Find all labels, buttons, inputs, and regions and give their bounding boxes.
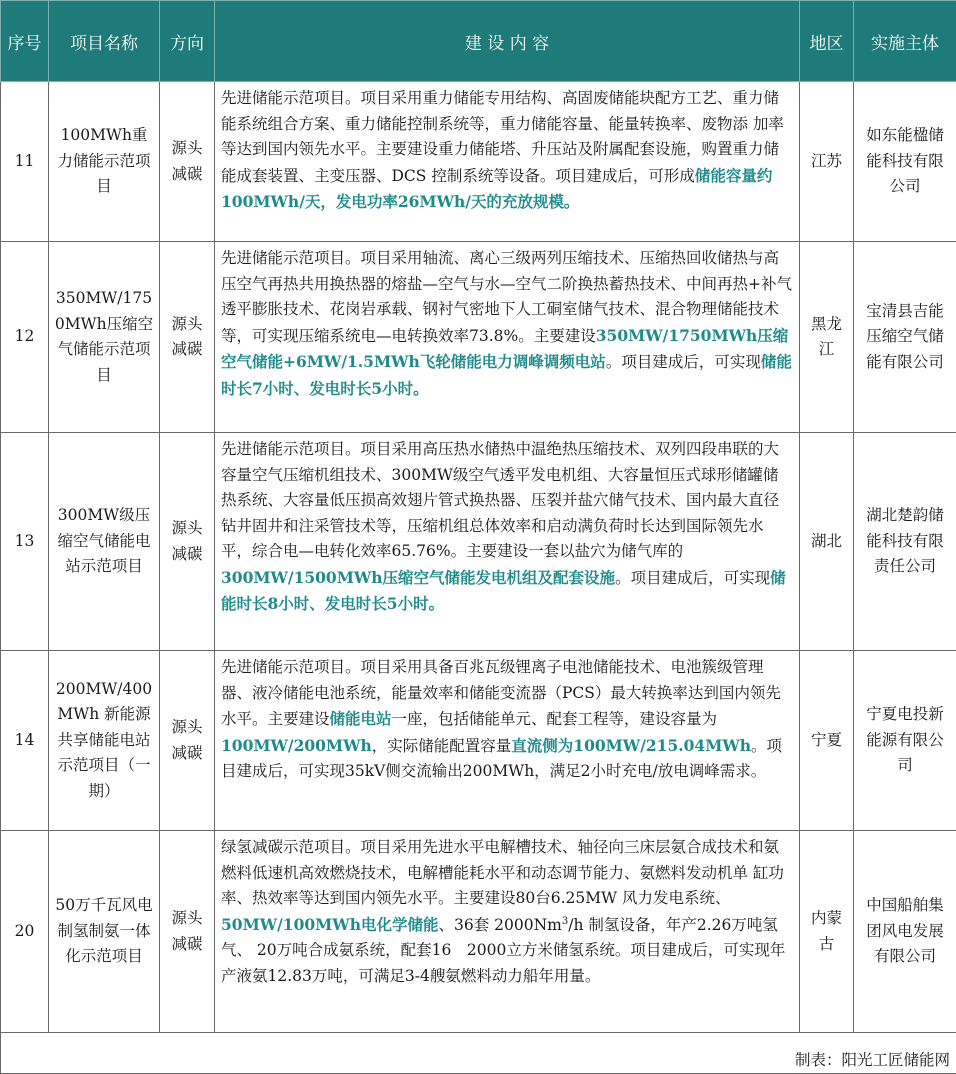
cell-name: 100MWh重力储能示范项目 [49, 82, 160, 242]
footer-row [1, 1033, 956, 1074]
cell-direction: 源头减碳 [160, 433, 215, 651]
table-row [1, 651, 956, 831]
cell-org: 中国船舶集团风电发展有限公司 [854, 831, 956, 1033]
content-highlight: 储能时长7小时、发电时长5小时。 [221, 352, 792, 398]
content-highlight: 储能电站 [330, 709, 392, 728]
content-highlight: 储能时长8小时、发电时长5小时。 [221, 568, 786, 614]
content-text: 绿氢减碳示范项目。项目采用先进水平电解槽技术、轴径向三床层氨合成技术和氨燃料低速机高效燃烧技术，电解槽能耗水平和动态调节能力、氨燃料发动机单 缸功率、热效率等达到国内领先水平。主要建设80台6.25MW 风力发电系统、 [221, 838, 784, 907]
cell-name: 350MW/1750MWh压缩空气储能示范项目 [49, 242, 160, 433]
cell-name: 200MW/400MWh 新能源共享储能电站示范项目（一期） [49, 651, 160, 831]
table-row [1, 242, 956, 433]
cell-no: 11 [1, 82, 49, 242]
cell-region: 宁夏 [800, 651, 854, 831]
footer-credit: 制表：阳光工匠储能网 [1, 1033, 956, 1074]
content-highlight: 50MW/100MWh电化学储能 [221, 915, 439, 934]
cell-no: 14 [1, 651, 49, 831]
content-text: 。项目建成后，可实现35kV侧交流输出200MWh，满足2小时充电/放电调峰需求。 [221, 737, 782, 781]
content-text: 。项目建成后，可实现 [606, 353, 761, 371]
content-highlight: 100MW/200MWh [221, 736, 372, 755]
cell-content [215, 82, 800, 242]
cell-content [215, 831, 800, 1033]
header-org: 实施主体 [854, 1, 956, 82]
content-text: 先进储能示范项目。项目采用高压热水储热中温绝热压缩技术、双列四段串联的大容量空气压缩机组技术、300MW级空气透平发电机组、大容量恒压式球形储罐储热系统、大容量低压损高效翅片管式换热器、压裂并盐穴储气技术、国内最大直径钻井固井和注采管技术等，压缩机组总体效率和启动满负荷时长达到国际领先水平，综合电—电转化效率65.76%。主要建设一套以盐穴为储气库的 [221, 440, 779, 560]
cell-org: 如东能楹储能科技有限公司 [854, 82, 956, 242]
cell-org: 宁夏电投新能源有限公司 [854, 651, 956, 831]
content-text: 先进储能示范项目。项目采用重力储能专用结构、高固废储能块配方工艺、重力储能系统组合方案、重力储能控制系统等，重力储能容量、能量转换率、废物添 加率等达到国内领先水平。主要建设重力储能塔、升压站及附属配套设施，购置重力储能成套装置、主变压器、DCS 控制系统等设备。项目建成后，可形成 [221, 89, 784, 185]
header-no: 序号 [1, 1, 49, 82]
cell-name: 300MW级压缩空气储能电站示范项目 [49, 433, 160, 651]
table-row [1, 831, 956, 1033]
cell-name: 50万千瓦风电制氢制氨一体化示范项目 [49, 831, 160, 1033]
cell-org: 湖北楚韵储能科技有限责任公司 [854, 433, 956, 651]
content-text: ，实际储能配置容量 [372, 737, 512, 755]
table-row [1, 433, 956, 651]
header-direction: 方向 [160, 1, 215, 82]
cell-no: 12 [1, 242, 49, 433]
content-highlight: 300MW/1500MWh压缩空气储能发电机组及配套设施 [221, 568, 615, 587]
cell-org: 宝清县吉能压缩空气储能有限公司 [854, 242, 956, 433]
cell-direction: 源头减碳 [160, 831, 215, 1033]
cell-no: 20 [1, 831, 49, 1033]
cell-direction: 源头减碳 [160, 651, 215, 831]
content-highlight: 350MW/1750MWh压缩空气储能+6MW/1.5MWh飞轮储能电力调峰调频电站 [221, 326, 788, 372]
cell-content [215, 433, 800, 651]
content-text: /h 制氢设备，年产2.26万吨氢气、 20万吨合成氨系统，配套16 2000立方米储氢系统。项目建成后，可实现年产液氨12.83万吨，可满足3-4艘氨燃料动力船年用量。 [221, 916, 785, 985]
cell-region: 内蒙古 [800, 831, 854, 1033]
header-row [1, 1, 956, 82]
content-text: 先进储能示范项目。项目采用轴流、离心三级两列压缩技术、压缩热回收储热与高压空气再热共用换热器的熔盐—空气与水—空气二阶换热蓄热技术、中间再热+补气透平膨胀技术、花岗岩承载、钢衬气密地下人工硐室储气技术、混合物理储能技术等，可实现压缩系统电—电转换效率73.8%。主要建设 [221, 249, 792, 345]
cell-region: 江苏 [800, 82, 854, 242]
content-text: 先进储能示范项目。项目采用具备百兆瓦级锂离子电池储能技术、电池簇级管理器、液冷储能电池系统，能量效率和储能变流器（PCS）最大转换率达到国内领先水平。主要建设 [221, 658, 781, 728]
cell-region: 黑龙江 [800, 242, 854, 433]
content-superscript: 3 [562, 915, 568, 926]
cell-region: 湖北 [800, 433, 854, 651]
cell-direction: 源头减碳 [160, 82, 215, 242]
content-highlight: 直流侧为100MW/215.04MWh [511, 736, 751, 755]
content-text: 、36套 2000Nm [439, 916, 562, 934]
header-name: 项目名称 [49, 1, 160, 82]
cell-content [215, 242, 800, 433]
content-highlight: 储能容量约100MWh/天，发电功率26MWh/天的充放规模。 [221, 166, 772, 212]
cell-no: 13 [1, 433, 49, 651]
cell-content [215, 651, 800, 831]
content-text: 。项目建成后，可实现 [615, 569, 770, 587]
header-content: 建 设 内 容 [215, 1, 800, 82]
cell-direction: 源头减碳 [160, 242, 215, 433]
header-region: 地区 [800, 1, 854, 82]
content-text: 一座，包括储能单元、配套工程等，建设容量为 [392, 710, 718, 728]
table-row [1, 82, 956, 242]
